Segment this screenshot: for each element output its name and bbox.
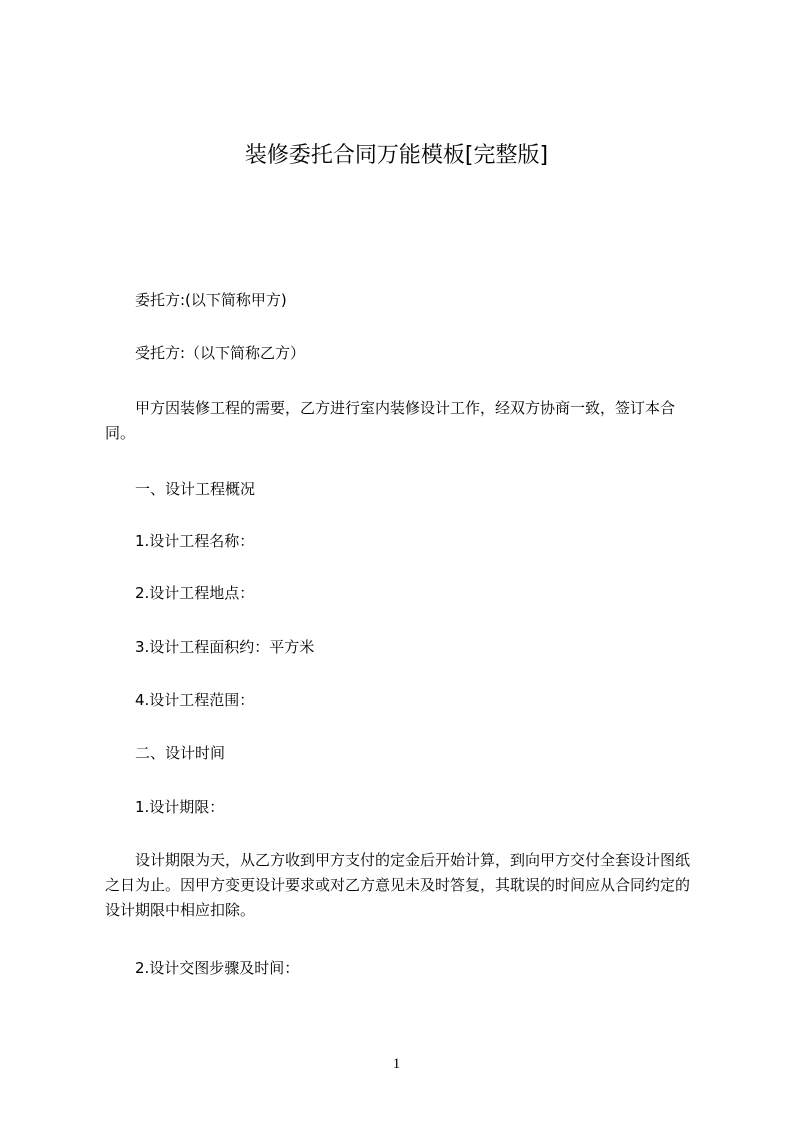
page-number: 1 — [392, 1056, 401, 1072]
paragraph-project-scope: 4.设计工程范围： — [135, 691, 255, 709]
paragraph-project-name: 1.设计工程名称： — [135, 532, 255, 550]
paragraph-client: 委托方:(以下简称甲方) — [135, 291, 287, 309]
document-title: 装修委托合同万能模板[完整版] — [244, 143, 549, 168]
paragraph-intro: 甲方因装修工程的需要，乙方进行室内装修设计工作，经双方协商一致，签订本合同。 — [105, 399, 676, 442]
paragraph-contractor: 受托方:（以下简称乙方） — [135, 344, 306, 362]
paragraph-project-location: 2.设计工程地点： — [135, 584, 255, 602]
section-heading-design-time: 二、设计时间 — [135, 744, 226, 762]
paragraph-delivery-steps: 2.设计交图步骤及时间： — [135, 959, 300, 977]
section-heading-overview: 一、设计工程概况 — [135, 480, 256, 498]
paragraph-project-area: 3.设计工程面积约：平方米 — [135, 638, 315, 656]
paragraph-design-period-detail: 设计期限为天，从乙方收到甲方支付的定金后开始计算，到向甲方交付全套设计图纸之日为止。因甲方变更设计要求或对乙方意见未及时答复，其耽误的时间应从合同约定的设计期限中相应扣除。 — [105, 851, 691, 919]
paragraph-design-period: 1.设计期限： — [135, 798, 225, 816]
